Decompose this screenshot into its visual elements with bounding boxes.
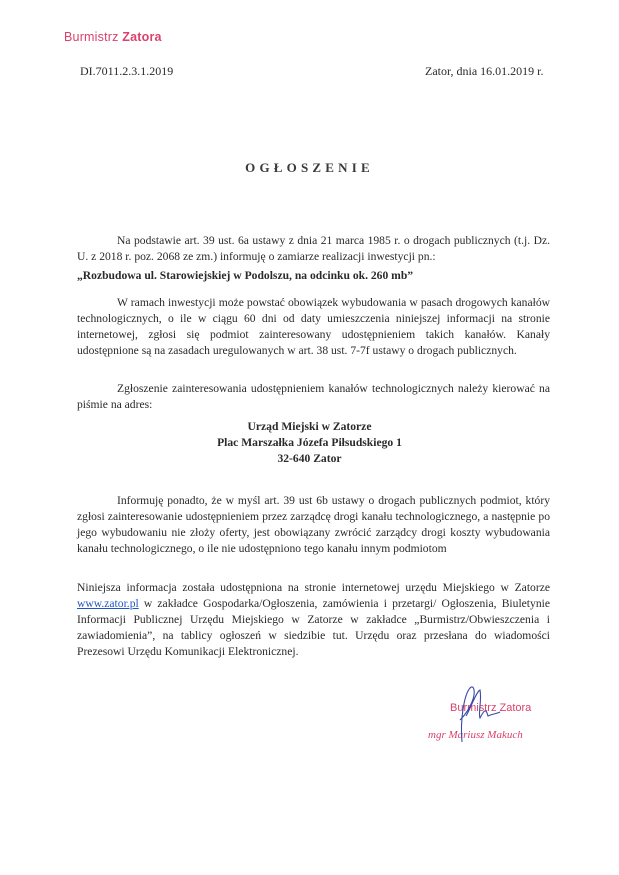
paragraph-costs: Informuję ponadto, że w myśl art. 39 ust 6b ustawy o drogach publicznych podmiot, który zgłosi zainteresowanie udostępnieniem przez zarządcę drogi kanału technologicznego, a następnie po jego wybudowaniu nie złoży oferty, jest obowiązany zwrócić zarządcy drogi koszty wybudowania kanału technologicznego, o ile nie udostępniono tego kanału innym podmiotom [77, 494, 550, 555]
stamp-word-2: Zatora [122, 30, 162, 44]
website-link[interactable]: www.zator.pl [77, 597, 139, 610]
investment-name: „Rozbudowa ul. Starowiejskiej w Podolszu, na odcinku ok. 260 mb” [77, 269, 414, 282]
address-line-office: Urząd Miejski w Zatorze [247, 420, 372, 433]
stamp-word-1: Burmistrz [64, 30, 119, 44]
handwritten-signature-icon [440, 680, 520, 750]
paragraph-publication [77, 580, 550, 660]
paragraph-submission: Zgłoszenie zainteresowania udostępnieniem kanałów technologicznych należy kierować na piśmie na adres: [77, 382, 550, 411]
publication-text-end: w zakładce Gospodarka/Ogłoszenia, zamówienia i przetargi/ Ogłoszenia, Biuletynie Informacji Publicznej Urzędu Miejskiego w Zatorze w zakładce „Burmistrz/Obwieszczenia i zawiadomienia”, na tablicy ogłoszeń w siedzibie tut. Urzędu oraz przesłana do wiadomości Prezesowi Urzędu Komunikacji Elektronicznej. [77, 597, 550, 658]
paragraph-obligation: W ramach inwestycji może powstać obowiązek wybudowania w pasach drogowych kanałów technologicznych, o ile w ciągu 60 dni od daty umieszczenia niniejszej informacji na stronie internetowej, zgłosi się podmiot zainteresowany udostępnieniem takich kanałów. Kanały udostępnione są na zasadach uregulowanych w art. 38 ust. 7-7f ustawy o drogach publicznych. [77, 296, 550, 357]
signatory-name: mgr Mariusz Makuch [428, 729, 523, 741]
address-block [0, 419, 619, 467]
paragraph-legal-basis: Na podstawie art. 39 ust. 6a ustawy z dnia 21 marca 1985 r. o drogach publicznych (t.j. Dz. U. z 2018 r. poz. 2068 ze zm.) informuję o zamiarze realizacji inwestycji pn.: [77, 234, 550, 263]
reference-number: DI.7011.2.3.1.2019 [80, 64, 174, 78]
office-stamp-top [64, 30, 162, 44]
signature-stamp: Burmistrz Zatora [450, 702, 532, 714]
address-line-postcode: 32-640 Zator [277, 452, 342, 465]
place-and-date: Zator, dnia 16.01.2019 r. [425, 64, 544, 78]
address-line-street: Plac Marszałka Józefa Piłsudskiego 1 [217, 436, 402, 449]
document-title: OGŁOSZENIE [245, 160, 374, 175]
publication-text-start: Niniejsza informacja została udostępniona na stronie internetowej urzędu Miejskiego w Zatorze [77, 581, 550, 594]
